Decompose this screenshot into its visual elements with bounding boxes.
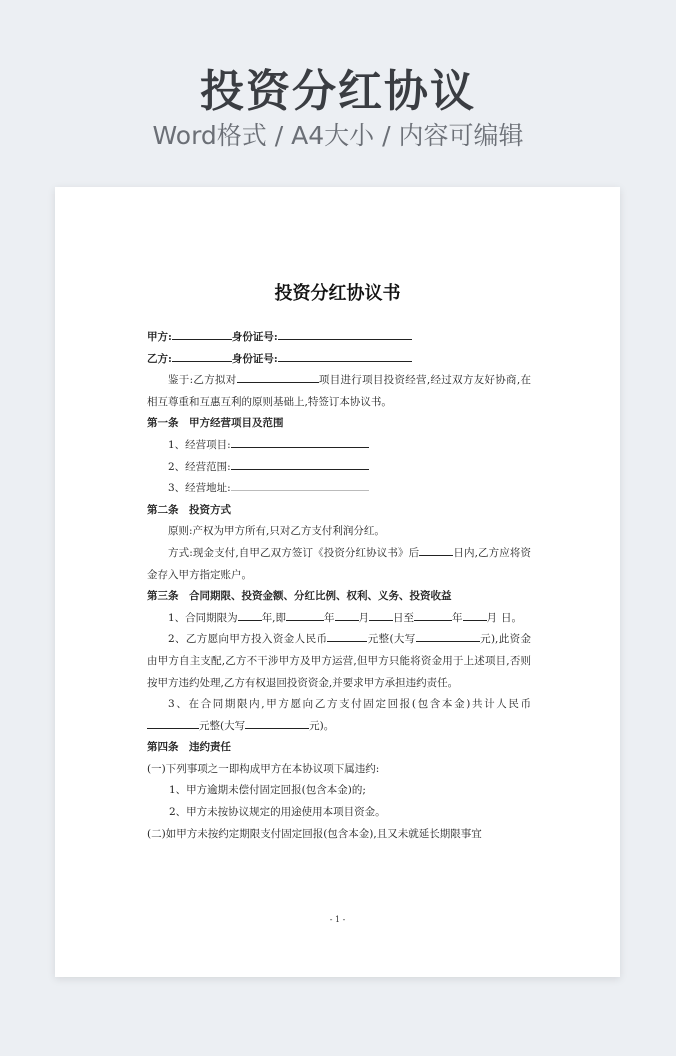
a3-invest-text-c: 元),此资金由甲方自主支配,乙方不干涉甲方及甲方运营,但甲方只能将资金用于上述项目,否则按甲方违约处理,乙方有权退回投资资金,并要求甲方承担违约责任。 [147, 633, 531, 689]
a3-return-text-a: 3、在合同期限内,甲方愿向乙方支付固定回报(包含本金)共计人民币 [168, 698, 531, 711]
preamble-text-1: 鉴于:乙方拟对 [168, 374, 237, 387]
a3-end-year-blank [414, 608, 452, 621]
a1-item-project [147, 435, 531, 457]
preamble-project-blank [237, 370, 319, 383]
a2-days-blank [419, 543, 453, 556]
a3-return-text-c: 元)。 [309, 719, 335, 732]
a2-method-text-1: 方式:现金支付,自甲乙双方签订《投资分红协议书》后 [168, 546, 420, 559]
a3-invest-text-a: 2、乙方愿向甲方投入资金人民币 [168, 633, 328, 646]
a3-invest-text-b: 元整(大写 [367, 633, 416, 646]
banner-title: 投资分红协议 [200, 66, 476, 117]
a4-item-3: (二)如甲方未按约定期限支付固定回报(包含本金),且又未就延长期限事宜 [147, 827, 482, 840]
party-b-id-label: 身份证号: [231, 352, 278, 365]
a1-item1-label: 1、经营项目: [168, 438, 231, 451]
party-b-label: 乙方: [147, 352, 172, 365]
a4-item-2: 2、甲方未按协议规定的用途使用本项目资金。 [169, 806, 386, 819]
party-a-id-label: 身份证号: [231, 331, 278, 343]
a4-item-1: 1、甲方逾期未偿付固定回报(包含本金)的; [169, 784, 366, 797]
a1-item-address [147, 478, 531, 500]
party-b-line [147, 349, 531, 371]
article-4-title: 第四条 违约责任 [147, 741, 231, 754]
a1-item3-blank [231, 478, 369, 491]
party-a-line [147, 327, 531, 349]
a1-item1-blank [231, 435, 369, 448]
article-2-title: 第二条 投资方式 [147, 503, 231, 516]
party-b-id-blank [278, 349, 412, 362]
document-page [55, 187, 620, 977]
a3-term-text-c: 年 [324, 611, 335, 624]
a3-return-text-b: 元整(大写 [199, 719, 246, 732]
a3-term-text-f: 年 [452, 611, 463, 624]
a3-return-amount-blank [147, 716, 199, 729]
a3-return [147, 694, 531, 737]
a3-term-text-g: 月 [486, 611, 498, 624]
a3-investment [147, 629, 531, 694]
a2-method-text-2: 日内,乙方应将资金存入甲方指定账户。 [147, 546, 532, 581]
a4-intro: (一)下列事项之一即构成甲方在本协议项下属违约: [147, 762, 380, 775]
banner-subtitle: Word格式 / A4大小 / 内容可编辑 [152, 121, 524, 150]
a3-term-text-a: 1、合同期限为 [168, 611, 238, 624]
a3-term-text-d: 月 [358, 611, 370, 624]
a3-years-blank [238, 608, 262, 621]
article-3-title: 第三条 合同期限、投资金额、分红比例、权利、义务、投资收益 [147, 590, 452, 603]
party-a-id-blank [278, 327, 412, 340]
preamble [147, 370, 531, 413]
a2-principle: 原则:产权为甲方所有,只对乙方支付利润分红。 [168, 525, 385, 538]
a3-term-text-e: 日至 [393, 611, 415, 624]
party-a-label: 甲方: [147, 331, 172, 343]
a3-term [147, 608, 531, 630]
a3-term-text-h: 日。 [501, 611, 523, 624]
party-b-blank [172, 349, 232, 362]
a3-end-month-blank [463, 608, 487, 621]
a1-item2-label: 2、经营范围: [168, 460, 231, 473]
article-1-title: 第一条 甲方经营项目及范围 [147, 417, 284, 430]
a3-invest-amount-blank [327, 629, 367, 642]
a3-start-day-blank [369, 608, 393, 621]
preamble-text-2: 项目进行项目投资经营,经过双方友好协商,在相互尊重和互惠互利的原则基础上,特签订本协议书。 [147, 374, 531, 408]
a1-item-scope [147, 457, 531, 479]
a3-invest-words-blank [416, 629, 480, 642]
party-a-blank [172, 327, 232, 340]
a2-method [147, 543, 531, 586]
page-number: - 1 - [329, 915, 346, 924]
a3-return-words-blank [245, 716, 309, 729]
a3-start-year-blank [286, 608, 324, 621]
a1-item2-blank [231, 457, 369, 470]
document-body [147, 327, 531, 845]
a3-term-text-b: 年,即 [261, 611, 287, 624]
a3-start-month-blank [335, 608, 359, 621]
document-title: 投资分红协议书 [274, 283, 401, 304]
a1-item3-label: 3、经营地址: [168, 482, 231, 495]
